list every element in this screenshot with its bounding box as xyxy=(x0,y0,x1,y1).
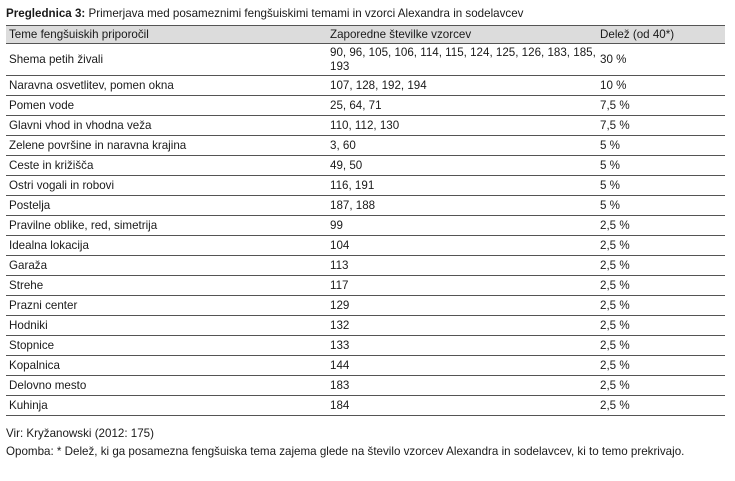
table-header-row xyxy=(6,26,725,44)
cell-share: 5 % xyxy=(597,156,725,176)
cell-patterns: 187, 188 xyxy=(327,196,597,216)
cell-topic: Naravna osvetlitev, pomen okna xyxy=(6,76,327,96)
cell-share: 2,5 % xyxy=(597,396,725,416)
cell-patterns: 110, 112, 130 xyxy=(327,116,597,136)
cell-share: 2,5 % xyxy=(597,236,725,256)
header-patterns: Zaporedne številke vzorcev xyxy=(327,26,597,44)
data-table xyxy=(6,25,725,416)
table-row xyxy=(6,136,725,156)
source-note: Vir: Kryžanowski (2012: 175) xyxy=(6,427,154,440)
cell-topic: Kuhinja xyxy=(6,396,327,416)
cell-topic: Ostri vogali in robovi xyxy=(6,176,327,196)
table-row xyxy=(6,116,725,136)
cell-topic: Postelja xyxy=(6,196,327,216)
cell-patterns: 144 xyxy=(327,356,597,376)
cell-share: 5 % xyxy=(597,196,725,216)
table-row xyxy=(6,96,725,116)
cell-share: 10 % xyxy=(597,76,725,96)
table-row xyxy=(6,44,725,76)
cell-topic: Stopnice xyxy=(6,336,327,356)
cell-topic: Pravilne oblike, red, simetrija xyxy=(6,216,327,236)
cell-share: 7,5 % xyxy=(597,116,725,136)
cell-patterns: 113 xyxy=(327,256,597,276)
cell-patterns: 99 xyxy=(327,216,597,236)
cell-share: 2,5 % xyxy=(597,376,725,396)
cell-topic: Shema petih živali xyxy=(6,44,327,76)
cell-share: 30 % xyxy=(597,44,725,76)
table-row xyxy=(6,316,725,336)
cell-topic: Pomen vode xyxy=(6,96,327,116)
cell-patterns: 184 xyxy=(327,396,597,416)
table-row xyxy=(6,336,725,356)
cell-share: 2,5 % xyxy=(597,216,725,236)
table-row xyxy=(6,296,725,316)
table-row xyxy=(6,196,725,216)
cell-patterns: 3, 60 xyxy=(327,136,597,156)
table-row xyxy=(6,256,725,276)
cell-share: 2,5 % xyxy=(597,356,725,376)
table-footer xyxy=(6,425,732,461)
cell-share: 5 % xyxy=(597,136,725,156)
cell-patterns: 49, 50 xyxy=(327,156,597,176)
table-row xyxy=(6,356,725,376)
cell-topic: Kopalnica xyxy=(6,356,327,376)
table-row xyxy=(6,176,725,196)
cell-topic: Garaža xyxy=(6,256,327,276)
footnote: Opomba: * Delež, ki ga posamezna fengšuiska tema zajema glede na število vzorcev Alexandra in sodelavcev, ki to temo prekrivajo. xyxy=(6,445,685,458)
table-row xyxy=(6,76,725,96)
cell-patterns: 133 xyxy=(327,336,597,356)
cell-share: 2,5 % xyxy=(597,336,725,356)
cell-share: 7,5 % xyxy=(597,96,725,116)
header-topic: Teme fengšuiskih priporočil xyxy=(6,26,327,44)
cell-patterns: 183 xyxy=(327,376,597,396)
cell-share: 2,5 % xyxy=(597,256,725,276)
cell-topic: Prazni center xyxy=(6,296,327,316)
cell-patterns: 117 xyxy=(327,276,597,296)
cell-topic: Hodniki xyxy=(6,316,327,336)
cell-topic: Glavni vhod in vhodna veža xyxy=(6,116,327,136)
cell-share: 2,5 % xyxy=(597,316,725,336)
table-row xyxy=(6,236,725,256)
cell-topic: Delovno mesto xyxy=(6,376,327,396)
cell-share: 5 % xyxy=(597,176,725,196)
caption-label: Preglednica 3: xyxy=(6,7,86,20)
cell-topic: Strehe xyxy=(6,276,327,296)
cell-patterns: 129 xyxy=(327,296,597,316)
cell-topic: Ceste in križišča xyxy=(6,156,327,176)
header-share: Delež (od 40*) xyxy=(597,26,725,44)
cell-patterns: 90, 96, 105, 106, 114, 115, 124, 125, 126, 183, 185, 193 xyxy=(327,44,597,76)
cell-share: 2,5 % xyxy=(597,296,725,316)
cell-patterns: 107, 128, 192, 194 xyxy=(327,76,597,96)
caption-text: Primerjava med posameznimi fengšuiskimi temami in vzorci Alexandra in sodelavcev xyxy=(88,7,524,20)
cell-patterns: 132 xyxy=(327,316,597,336)
table-row xyxy=(6,216,725,236)
document xyxy=(6,0,732,461)
cell-patterns: 25, 64, 71 xyxy=(327,96,597,116)
table-row xyxy=(6,376,725,396)
cell-topic: Zelene površine in naravna krajina xyxy=(6,136,327,156)
cell-patterns: 116, 191 xyxy=(327,176,597,196)
cell-share: 2,5 % xyxy=(597,276,725,296)
table-caption xyxy=(6,6,732,25)
cell-topic: Idealna lokacija xyxy=(6,236,327,256)
table-row xyxy=(6,156,725,176)
table-row xyxy=(6,396,725,416)
cell-patterns: 104 xyxy=(327,236,597,256)
table-row xyxy=(6,276,725,296)
